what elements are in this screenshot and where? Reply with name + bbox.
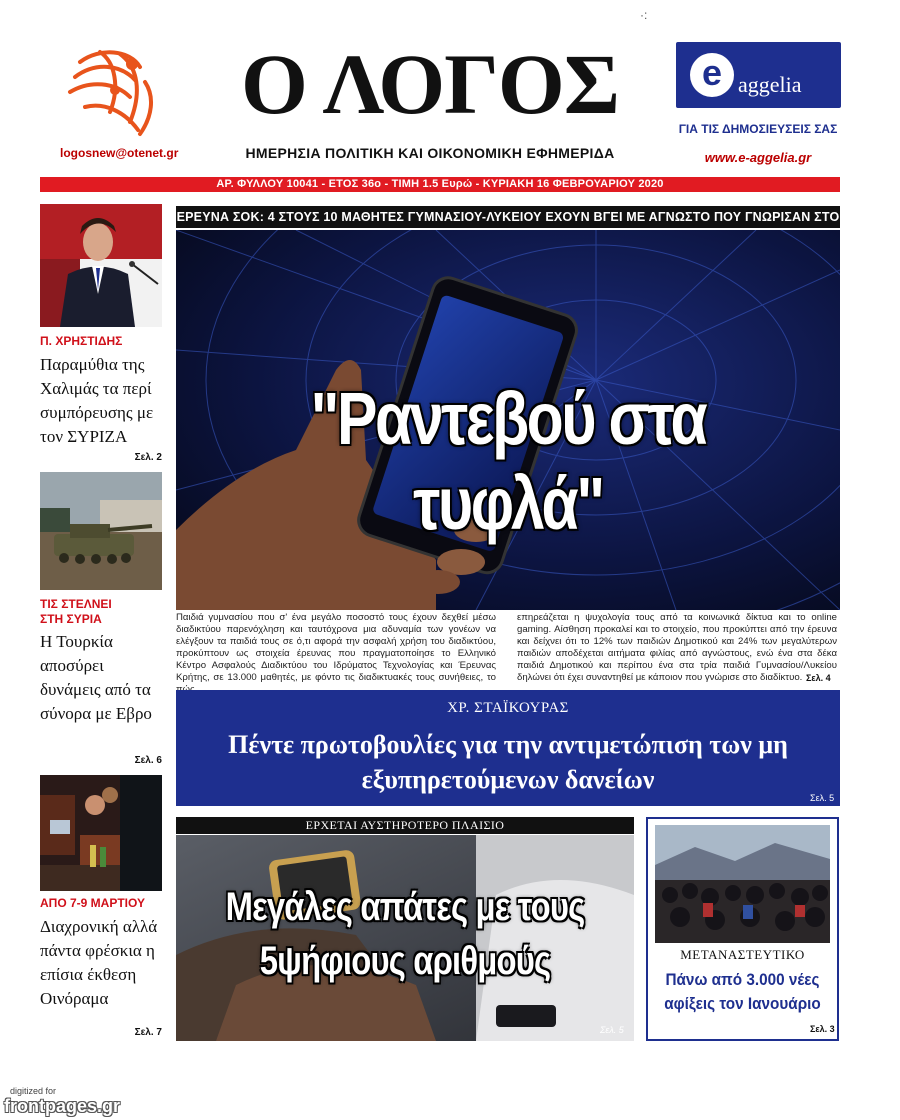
banner-headline[interactable]: Πέντε πρωτοβουλίες για την αντιμετώπιση των μη εξυπηρετούμενων δανείων [228,730,788,794]
sidebar-photo-speaker [40,204,162,327]
print-marks: ·: [640,8,648,22]
banner-kicker: ΧΡ. ΣΤΑΪΚΟΥΡΑΣ [447,700,569,716]
newspaper-title: Ο ΛΟΓΟΣ [240,36,620,132]
sidebar-kicker: ΑΠΟ 7-9 ΜΑΡΤΙΟΥ [40,896,146,910]
migration-photo [655,825,830,943]
migration-headline[interactable]: Πάνω από 3.000 νέες αφίξεις τον Ιανουάριο [664,970,821,1013]
sidebar-page-ref: Σελ. 6 [134,755,162,766]
issue-info-bar: ΑΡ. ΦΥΛΛΟΥ 10041 - ΕΤΟΣ 36ο - ΤΙΜΗ 1.5 Ευρώ - ΚΥΡΙΑΚΗ 16 ΦΕΒΡΟΥΑΡΙΟΥ 2020 [40,177,840,192]
frontpages-watermark: frontpages.gr [4,1096,121,1116]
sidebar-headline[interactable]: Διαχρονική αλλά πάντα φρέσκια η επίσια έκθεση Οινόραμα [40,917,158,1008]
sidebar-photo-tanks [40,472,162,590]
email-address: logosnew@otenet.gr [60,146,179,160]
main-story-page-ref: Σελ. 4 [806,673,831,683]
newspaper-logo-icon [60,42,172,142]
sidebar-page-ref: Σελ. 2 [134,452,162,463]
main-story-headline[interactable]: "Ραντεβού στα τυφλά" [310,377,706,545]
sidebar-headline[interactable]: Παραμύθια της Χαλιμάς τα περί συμπόρευσης με τον ΣΥΡΙΖΑ [40,355,154,446]
sidebar-headline[interactable]: Η Τουρκία αποσύρει δυνάμεις από τα σύνορα με Εβρο [40,632,152,723]
banner-page-ref: Σελ. 5 [810,793,835,803]
migration-kicker: ΜΕΤΑΝΑΣΤΕΥΤΙΚΟ [680,947,805,962]
sidebar-page-ref: Σελ. 7 [134,1027,162,1038]
main-story-text-col2: επηρεάζεται η ψυχολογία τους από τα κοινωνικά δίκτυα και το online gaming. Αίσθηση προκαλεί και το στοιχείο, που προκύπτει από την έρευνα και δείχνει ότι το 12% των παιδιών Δημοτικού και 24% των μεγαλύτερων παιδιών αποδέχεται αιτήματα φιλίας από αγνώστους, ενώ ένα στα δέκα παιδιά Δημοτικού και περίπου ένα στα τρία παιδιά Γυμνασίου/Λυκείου δηλώνει ότι έχει συναντηθεί με κάποιον που γνώρισε στο διαδίκτυο. [517,612,837,683]
main-story-kicker-bar: ΕΡΕΥΝΑ ΣΟΚ: 4 ΣΤΟΥΣ 10 ΜΑΘΗΤΕΣ ΓΥΜΝΑΣΙΟΥ-ΛΥΚΕΙΟΥ ΕΧΟΥΝ ΒΓΕΙ ΜΕ ΑΓΝΩΣΤΟ ΠΟΥ ΓΝΩΡΙΣΑΝ ΣΤΟ [176,206,840,228]
sidebar-kicker: Π. ΧΡΗΣΤΙΔΗΣ [40,334,123,348]
ad-tagline: ΓΙΑ ΤΙΣ ΔΗΜΟΣΙΕΥΣΕΙΣ ΣΑΣ [678,122,838,136]
sidebar-kicker: ΤΙΣ ΣΤΕΛΝΕΙ ΣΤΗ ΣΥΡΙΑ [40,597,112,626]
newspaper-subtitle: ΗΜΕΡΗΣΙΑ ΠΟΛΙΤΙΚΗ ΚΑΙ ΟΙΚΟΝΟΜΙΚΗ ΕΦΗΜΕΡΙΔΑ [245,145,615,161]
migration-page-ref: Σελ. 3 [810,1024,835,1034]
main-story-text-col1: Παιδιά γυμνασίου που σ' ένα μεγάλο ποσοστό τους έχουν δεχθεί μέσω διαδικτύου παρενόχληση και ταυτόχρονα μια αδυναμία των γονέων να ελέγξουν τα παιδιά τους σε ό,τι αφορά την ασφαλή χρήση του διαδικτύου, προκύπτουν ως στοιχεία έρευνας που πραγματοποίησε το Ελληνικό Κέντρο Ασφαλούς Διαδικτύου του Ιδρύματος Τεχνολογίας και Έρευνας Κρήτης, σε 13.000 μαθητές, με φόντο τις διαδικτυακές τους συνήθειες, το [176,612,496,683]
sidebar-photo-expo [40,775,162,891]
eaggelia-logo-icon: e [690,53,734,97]
eaggelia-wordmark: aggelia [738,72,802,97]
second-story-kicker-bar: ΕΡΧΕΤΑΙ ΑΥΣΤΗΡΟΤΕΡΟ ΠΛΑΙΣΙΟ [176,817,634,834]
second-story-page-ref: Σελ. 5 [600,1025,624,1035]
digitized-note: digitized for [10,1086,57,1096]
second-story-headline[interactable]: Μεγάλες απάτες με τους 5ψήφιους αριθμούς [225,885,585,983]
ad-url-link[interactable]: www.e-aggelia.gr [704,150,812,165]
